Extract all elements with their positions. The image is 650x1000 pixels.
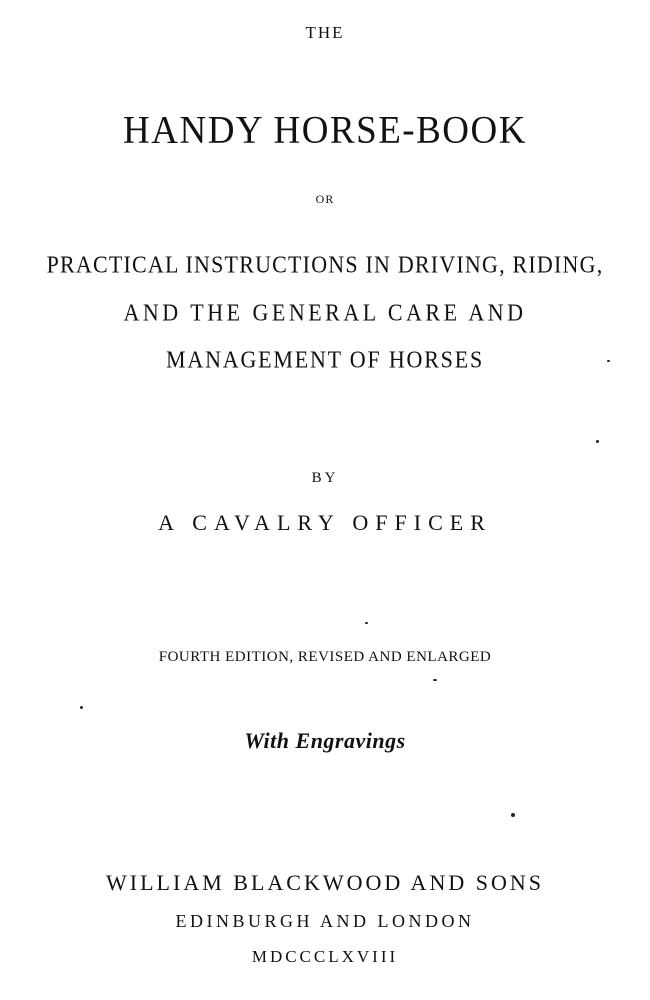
- publication-year: MDCCCLXVIII: [251, 947, 399, 966]
- title-conjunction: OR: [315, 192, 335, 206]
- subtitle-line-1: PRACTICAL INSTRUCTIONS IN DRIVING, RIDING,: [46, 250, 604, 279]
- scan-speck: [433, 679, 437, 681]
- scan-speck: [365, 622, 368, 624]
- subtitle-line-2: AND THE GENERAL CARE AND: [123, 298, 527, 327]
- byline-by: BY: [311, 470, 339, 486]
- illustrations-note: With Engravings: [244, 728, 406, 753]
- edition-statement: FOURTH EDITION, REVISED AND ENLARGED: [158, 649, 492, 665]
- subtitle-line-3: MANAGEMENT OF HORSES: [166, 345, 484, 374]
- scan-speck: [607, 360, 610, 362]
- scan-speck: [511, 813, 515, 817]
- scan-speck: [596, 440, 599, 443]
- book-title: HANDY HORSE-BOOK: [123, 108, 527, 153]
- publication-place: EDINBURGH AND LONDON: [175, 911, 475, 931]
- scan-speck: [80, 706, 83, 709]
- author: A CAVALRY OFFICER: [158, 510, 492, 535]
- publisher: WILLIAM BLACKWOOD AND SONS: [106, 870, 544, 895]
- title-article: THE: [305, 23, 345, 42]
